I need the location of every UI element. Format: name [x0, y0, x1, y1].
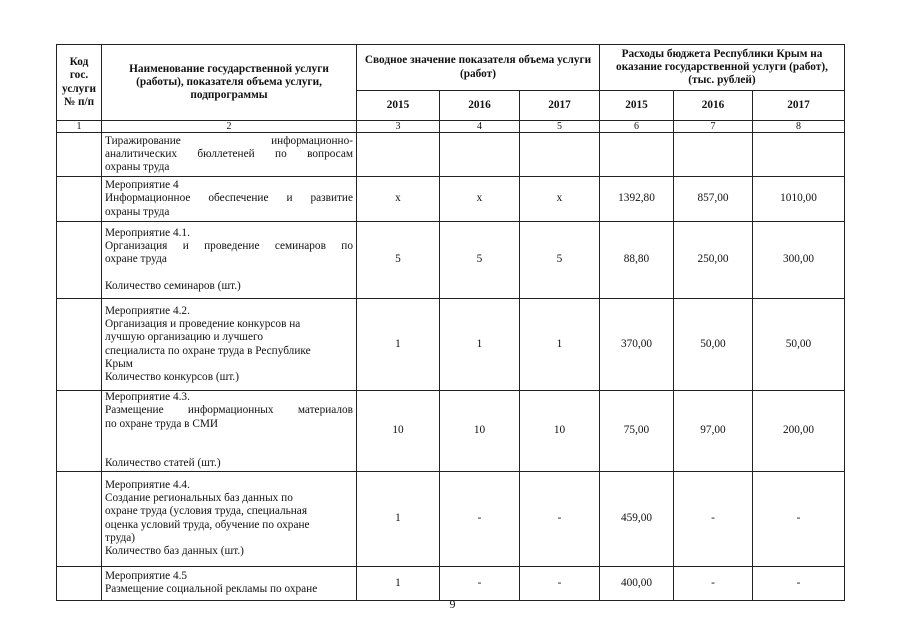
- volume-value: 10: [357, 391, 440, 472]
- volume-value: 1: [357, 299, 440, 391]
- budget-value: 88,80: [600, 222, 674, 299]
- row-name-line: Мероприятие 4.3.: [105, 391, 190, 403]
- row-code: [57, 299, 102, 391]
- row-name-line: Количество статей (шт.): [105, 457, 221, 470]
- row-name-line: Создание региональных баз данных по: [105, 492, 293, 505]
- row-name-line: лучшую организацию и лучшего: [105, 331, 263, 344]
- column-number: 7: [674, 121, 753, 133]
- row-name-line: Организация и проведение семинаров по: [105, 240, 353, 253]
- row-name-line: по охране труда в СМИ: [105, 417, 219, 430]
- row-name-line: Мероприятие 4.2.: [105, 304, 190, 317]
- volume-value: [440, 133, 520, 177]
- budget-value: 250,00: [674, 222, 753, 299]
- column-number: 3: [357, 121, 440, 133]
- budget-value: [600, 133, 674, 177]
- row-code: [57, 566, 102, 600]
- column-number: 5: [520, 121, 600, 133]
- budget-value: 459,00: [600, 471, 674, 566]
- budget-value: 200,00: [753, 391, 845, 472]
- budget-value: 370,00: [600, 299, 674, 391]
- row-name: [102, 177, 357, 222]
- budget-value: [674, 133, 753, 177]
- budget-value: 1392,80: [600, 177, 674, 222]
- volume-value: x: [520, 177, 600, 222]
- volume-value: 10: [440, 391, 520, 472]
- volume-value: 1: [357, 566, 440, 600]
- budget-value: 75,00: [600, 391, 674, 472]
- volume-value: 10: [520, 391, 600, 472]
- row-code: [57, 222, 102, 299]
- row-name-line: Мероприятие 4.1.: [105, 226, 190, 239]
- row-name-line: охраны труда: [105, 161, 170, 174]
- budget-value: -: [753, 566, 845, 600]
- column-number: 8: [753, 121, 845, 133]
- header-code: Код гос. услуги № п/п: [57, 45, 102, 121]
- row-name-line: Количество конкурсов (шт.): [105, 371, 240, 384]
- row-name-line: оценка условий труда, обучение по охране: [105, 518, 310, 531]
- row-name: [102, 222, 357, 299]
- header-volume-year: 2016: [440, 91, 520, 121]
- budget-table: [56, 44, 845, 601]
- row-name-line: Мероприятие 4: [105, 179, 179, 192]
- row-name: [102, 391, 357, 472]
- row-code: [57, 177, 102, 222]
- header-budget-year: 2016: [674, 91, 753, 121]
- budget-value: -: [674, 566, 753, 600]
- row-name-line: аналитических бюллетеней по вопросам: [105, 147, 353, 160]
- row-name-line: Информационное обеспечение и развитие: [105, 192, 353, 205]
- volume-value: x: [357, 177, 440, 222]
- column-number: 4: [440, 121, 520, 133]
- row-name-line: охране труда (условия труда, специальная: [105, 505, 308, 518]
- row-name-line: Количество баз данных (шт.): [105, 545, 244, 558]
- column-number: 1: [57, 121, 102, 133]
- row-name-line: охране труда: [105, 253, 167, 266]
- row-code: [57, 471, 102, 566]
- volume-value: [520, 133, 600, 177]
- row-name: [102, 299, 357, 391]
- line-spacer: [105, 444, 353, 457]
- budget-value: 857,00: [674, 177, 753, 222]
- row-name-line: Мероприятие 4.5: [105, 569, 188, 582]
- row-name-line: охраны труда: [105, 205, 170, 218]
- column-number-row: [57, 121, 845, 133]
- budget-value: [753, 133, 845, 177]
- table-row: [57, 177, 845, 222]
- volume-value: [357, 133, 440, 177]
- volume-value: 5: [520, 222, 600, 299]
- header-budget-group: Расходы бюджета Республики Крым на оказание государственной услуги (работ), (тыс. рублей): [600, 45, 845, 91]
- budget-value: 300,00: [753, 222, 845, 299]
- header-budget-year: 2015: [600, 91, 674, 121]
- row-name-line: Тиражирование информационно-: [105, 134, 353, 147]
- budget-value: 50,00: [753, 299, 845, 391]
- volume-value: 1: [357, 471, 440, 566]
- line-spacer: [105, 267, 353, 280]
- table-row: [57, 471, 845, 566]
- table-row: [57, 566, 845, 600]
- row-name-line: труда): [105, 532, 136, 545]
- row-name: [102, 471, 357, 566]
- page-number: 9: [449, 597, 456, 611]
- budget-value: -: [753, 471, 845, 566]
- table-row: [57, 391, 845, 472]
- budget-value: 50,00: [674, 299, 753, 391]
- row-name-line: Размещение информационных материалов: [105, 404, 353, 417]
- row-code: [57, 391, 102, 472]
- table-row: [57, 133, 845, 177]
- table-row: [57, 299, 845, 391]
- row-name: [102, 133, 357, 177]
- header-volume-group: Сводное значение показателя объема услуги (работ): [357, 45, 600, 91]
- row-name-line: Крым: [105, 357, 133, 370]
- column-number: 2: [102, 121, 357, 133]
- budget-value: 97,00: [674, 391, 753, 472]
- header-name: Наименование государственной услуги (работы), показателя объема услуги, подпрограммы: [102, 45, 357, 121]
- volume-value: -: [520, 566, 600, 600]
- volume-value: 1: [520, 299, 600, 391]
- volume-value: -: [440, 471, 520, 566]
- volume-value: 5: [440, 222, 520, 299]
- row-name-line: Количество семинаров (шт.): [105, 279, 241, 292]
- row-name-line: Размещение социальной рекламы по охране: [105, 583, 318, 596]
- volume-value: 1: [440, 299, 520, 391]
- volume-value: -: [520, 471, 600, 566]
- row-name-line: специалиста по охране труда в Республике: [105, 344, 311, 357]
- column-number: 6: [600, 121, 674, 133]
- row-name-line: Мероприятие 4.4.: [105, 478, 190, 491]
- budget-value: -: [674, 471, 753, 566]
- header-budget-year: 2017: [753, 91, 845, 121]
- table-row: [57, 222, 845, 299]
- volume-value: x: [440, 177, 520, 222]
- row-name-line: Организация и проведение конкурсов на: [105, 317, 301, 330]
- budget-value: 1010,00: [753, 177, 845, 222]
- budget-value: 400,00: [600, 566, 674, 600]
- header-volume-year: 2015: [357, 91, 440, 121]
- row-name: [102, 566, 357, 600]
- row-code: [57, 133, 102, 177]
- line-spacer: [105, 431, 353, 444]
- header-volume-year: 2017: [520, 91, 600, 121]
- volume-value: 5: [357, 222, 440, 299]
- volume-value: -: [440, 566, 520, 600]
